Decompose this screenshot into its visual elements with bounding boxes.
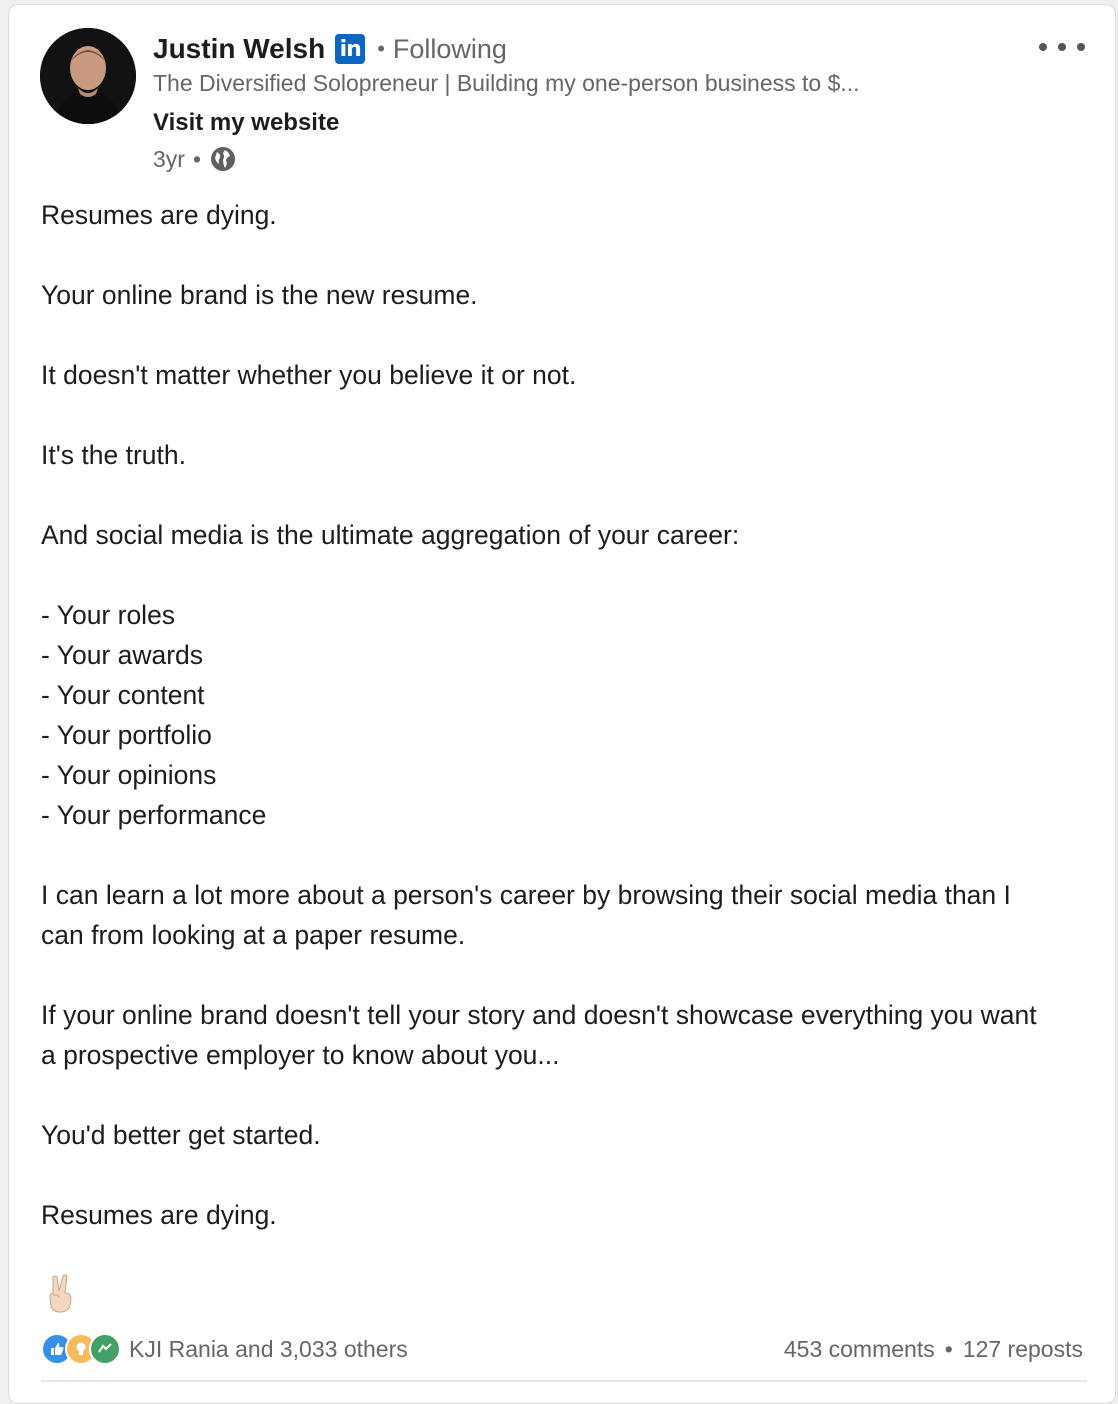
post-line: And social media is the ultimate aggregation of your career: xyxy=(41,520,740,550)
post-line: Your online brand is the new resume. xyxy=(41,280,478,310)
more-options-icon[interactable] xyxy=(1039,35,1085,59)
separator-dot: • xyxy=(192,145,202,172)
post-line: I can learn a lot more about a person's career by browsing their social media than I can from looking at a paper resume. xyxy=(41,880,1011,950)
globe-icon xyxy=(209,145,237,173)
post-time: 3yr xyxy=(153,145,185,172)
post-list-item: - Your performance xyxy=(41,800,267,830)
post-meta xyxy=(153,143,237,175)
following-status[interactable]: Following xyxy=(392,33,507,64)
author-headline: The Diversified Solopreneur | Building my one-person business to $... xyxy=(153,70,860,96)
author-name[interactable]: Justin Welsh xyxy=(153,33,326,64)
linkedin-premium-icon: in xyxy=(335,34,365,64)
post-line: If your online brand doesn't tell your story and doesn't showcase everything you want a prospective employer to know about you... xyxy=(41,1000,1037,1070)
support-icon xyxy=(89,1333,121,1365)
post-line: You'd better get started. xyxy=(41,1120,321,1150)
post-body xyxy=(41,195,1051,1235)
reaction-icons xyxy=(41,1333,121,1365)
reactions-summary[interactable] xyxy=(41,1331,408,1367)
author-avatar[interactable] xyxy=(40,28,136,124)
post-card xyxy=(8,4,1116,1404)
post-line: Resumes are dying. xyxy=(41,1200,277,1230)
post-list-item: - Your opinions xyxy=(41,760,217,790)
post-line: It's the truth. xyxy=(41,440,186,470)
reactions-count[interactable]: KJI Rania and 3,033 others xyxy=(129,1335,408,1362)
separator-dot: • xyxy=(377,36,385,61)
victory-hand-emoji xyxy=(43,1273,79,1313)
reposts-count[interactable]: 127 reposts xyxy=(962,1335,1083,1362)
visit-website-link[interactable]: Visit my website xyxy=(153,109,340,136)
post-list-item: - Your content xyxy=(41,680,205,710)
post-line: Resumes are dying. xyxy=(41,200,277,230)
post-line: It doesn't matter whether you believe it or not. xyxy=(41,360,577,390)
post-list-item: - Your roles xyxy=(41,600,176,630)
divider xyxy=(41,1380,1087,1382)
comments-count[interactable]: 453 comments xyxy=(783,1335,935,1362)
post-list-item: - Your portfolio xyxy=(41,720,212,750)
post-list-item: - Your awards xyxy=(41,640,204,670)
separator-dot: • xyxy=(944,1335,953,1362)
engagement-stats xyxy=(784,1331,1083,1367)
